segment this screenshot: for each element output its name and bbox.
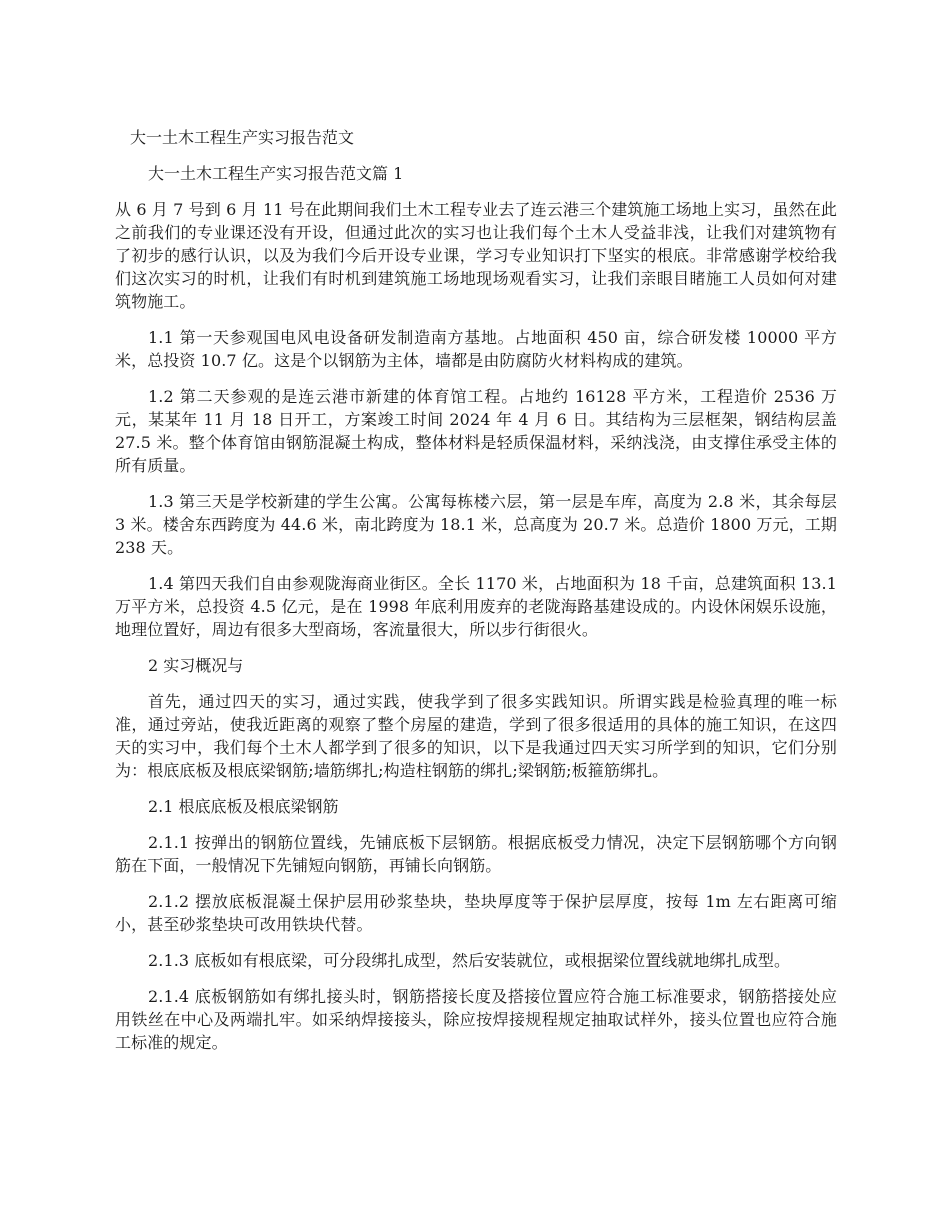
document-body xyxy=(115,126,837,1067)
paragraph-day-1: 1.1 第一天参观国电风电设备研发制造南方基地。占地面积 450 亩，综合研发楼 10000 平方米，总投资 10.7 亿。这是个以钢筋为主体，墙都是由防腐防火材料构成的建筑。 xyxy=(115,328,837,370)
paragraph-summary: 首先，通过四天的实习，通过实践，使我学到了很多实践知识。所谓实践是检验真理的唯一标准，通过旁站，使我近距离的观察了整个房屋的建造，学到了很多很适用的具体的施工知识，在这四天的实习中，我们每个土木人都学到了很多的知识，以下是我通过四天实习所学到的知识，它们分别为：根底底板及根底梁钢筋;墙筋绑扎;构造柱钢筋的绑扎;梁钢筋;板箍筋绑扎。 xyxy=(115,692,837,780)
paragraph-2-1-3: 2.1.3 底板如有根底梁，可分段绑扎成型，然后安装就位，或根据梁位置线就地绑扎成型。 xyxy=(148,951,791,970)
paragraph-intro: 从 6 月 7 号到 6 月 11 号在此期间我们土木工程专业去了连云港三个建筑施工场地上实习，虽然在此之前我们的专业课还没有开设，但通过此次的实习也让我们每个土木人受益非浅，让我们对建筑物有了初步的感行认识，以及为我们今后开设专业课，学习专业知识打下坚实的根底。非常感谢学校给我们这次实习的时机，让我们有时机到建筑施工场地现场观看实习，让我们亲眼目睹施工人员如何对建筑物施工。 xyxy=(115,200,837,311)
document-subtitle: 大一土木工程生产实习报告范文篇 1 xyxy=(148,164,404,183)
paragraph-day-4: 1.4 第四天我们自由参观陇海商业街区。全长 1170 米，占地面积为 18 千亩，总建筑面积 13.1 万平方米，总投资 4.5 亿元，是在 1998 年底利用废弃的老陇海路基建设成的。内设休闲娱乐设施，地理位置好，周边有很多大型商场，客流量很大，所以步行街很火。 xyxy=(115,574,837,639)
section-heading-2-1: 2.1 根底底板及根底梁钢筋 xyxy=(148,797,339,816)
document-title: 大一土木工程生产实习报告范文 xyxy=(130,128,355,147)
paragraph-day-2: 1.2 第二天参观的是连云港市新建的体育馆工程。占地约 16128 平方米，工程造价 2536 万元，某某年 11 月 18 日开工，方案竣工时间 2024 年 4 月 6 日。其结构为三层框架，钢结构层盖 27.5 米。整个体育馆由钢筋混凝土构成，整体材料是轻质保温材料，采纳浅浇，由支撑住承受主体的所有质量。 xyxy=(115,387,837,475)
paragraph-2-1-4: 2.1.4 底板钢筋如有绑扎接头时，钢筋搭接长度及搭接位置应符合施工标准要求，钢筋搭接处应用铁丝在中心及两端扎牢。如采纳焊接接头，除应按焊接规程规定抽取试样外，接头位置也应符合施工标准的规定。 xyxy=(115,987,837,1052)
paragraph-2-1-2: 2.1.2 摆放底板混凝土保护层用砂浆垫块，垫块厚度等于保护层厚度，按每 1m 左右距离可缩小，甚至砂浆垫块可改用铁块代替。 xyxy=(115,892,837,934)
paragraph-2-1-1: 2.1.1 按弹出的钢筋位置线，先铺底板下层钢筋。根据底板受力情况，决定下层钢筋哪个方向钢筋在下面，一般情况下先铺短向钢筋，再铺长向钢筋。 xyxy=(115,833,837,875)
section-heading-2: 2 实习概况与 xyxy=(148,656,244,675)
paragraph-day-3: 1.3 第三天是学校新建的学生公寓。公寓每栋楼六层，第一层是车库，高度为 2.8 米，其余每层 3 米。楼舍东西跨度为 44.6 米，南北跨度为 18.1 米，总高度为 20.7 米。总造价 1800 万元，工期 238 天。 xyxy=(115,492,837,557)
